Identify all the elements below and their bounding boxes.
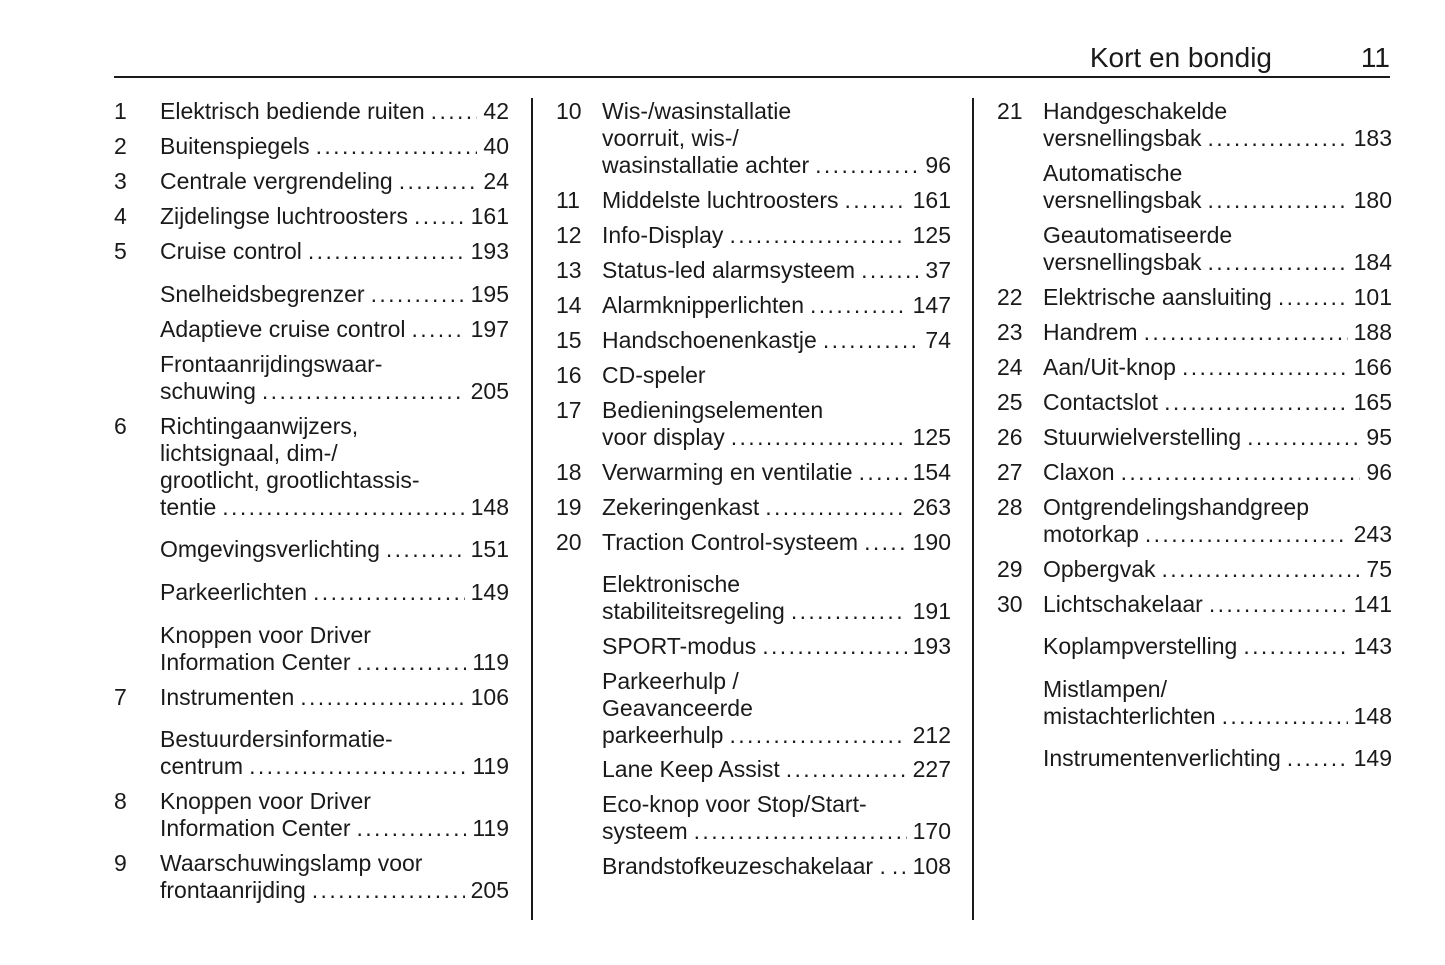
page-reference[interactable]: 95: [1366, 424, 1392, 450]
entry-number: 22: [997, 284, 1023, 310]
page-reference[interactable]: 125: [912, 424, 951, 450]
entry-text-line: Wis-/wasinstallatie: [602, 98, 792, 124]
page-reference[interactable]: 195: [470, 281, 509, 307]
entry-text-line: Verwarming en ventilatie: [602, 459, 853, 485]
entry-number: 24: [997, 354, 1023, 380]
entry-last-line: [602, 818, 951, 845]
entry-text-line: Parkeerlichten: [160, 579, 308, 605]
page-reference[interactable]: 108: [912, 853, 951, 879]
entry-body: [602, 292, 951, 319]
entry-number: 15: [556, 327, 582, 353]
entry-body: [160, 98, 509, 125]
page-reference[interactable]: 243: [1353, 521, 1392, 547]
entry-last-line: [1043, 319, 1392, 346]
dot-leader: [1144, 319, 1348, 346]
entry-body: [602, 98, 951, 179]
entry-last-line: [602, 222, 951, 249]
entry-last-line: [160, 815, 509, 842]
entry-number: 7: [114, 684, 127, 710]
dot-leader: [312, 877, 465, 904]
entry-text-line: Stuurwielverstelling: [1043, 424, 1242, 450]
page-reference[interactable]: 154: [912, 459, 951, 485]
entry-last-line: [160, 378, 509, 405]
page-title: Kort en bondig: [1089, 42, 1272, 73]
dot-leader: [1243, 633, 1347, 660]
entry-number: 23: [997, 319, 1023, 345]
index-column-1: [114, 98, 509, 918]
entry-last-line: [160, 579, 509, 606]
page-reference[interactable]: 205: [470, 378, 509, 404]
entry-last-line: [160, 133, 509, 160]
entry-number: 28: [997, 494, 1023, 520]
page-reference[interactable]: 190: [912, 529, 951, 555]
entry-number: 17: [556, 397, 582, 423]
entry-text-line: Elektrisch bediende ruiten: [160, 98, 425, 124]
entry-last-line: [160, 536, 509, 563]
entry-body: [602, 756, 951, 783]
entry-text-line: Zekeringenkast: [602, 494, 760, 520]
dot-leader: [249, 753, 466, 780]
entry-last-line: [1043, 745, 1392, 772]
entry-text-line: Bedieningselementen: [602, 397, 824, 423]
entry-last-line: [160, 98, 509, 125]
entry-body: [602, 362, 951, 389]
entry-body: [160, 316, 509, 343]
page-reference[interactable]: 119: [472, 753, 509, 779]
entry-last-line: [1043, 591, 1392, 618]
entry-body: [1043, 389, 1392, 416]
entry-number: 27: [997, 459, 1023, 485]
page-reference[interactable]: 106: [470, 684, 509, 710]
entry-body: [602, 459, 951, 486]
entry-text-line: versnellingsbak: [1043, 249, 1202, 275]
entry-text-line: Geavanceerde: [602, 695, 753, 721]
entry-text-line: Cruise control: [160, 238, 302, 264]
dot-leader: [892, 853, 907, 880]
page-reference[interactable]: 141: [1353, 591, 1392, 617]
entry-last-line: [602, 529, 951, 556]
entry-text-line: Parkeerhulp /: [602, 668, 739, 694]
dot-leader: [791, 598, 907, 625]
page-reference[interactable]: 147: [912, 292, 951, 318]
entry-body: [602, 853, 951, 880]
entry-text-line: systeem: [602, 818, 688, 844]
entry-body: [1043, 745, 1392, 772]
entry-body: [602, 791, 951, 845]
entry-body: [160, 203, 509, 230]
entry-text-line: schuwing: [160, 378, 256, 404]
dot-leader: [786, 756, 907, 783]
entry-number: 14: [556, 292, 582, 318]
page-reference[interactable]: 143: [1353, 633, 1392, 659]
dot-leader: [1145, 521, 1348, 548]
entry-text-line: wasinstallatie achter: [602, 152, 810, 178]
entry-body: [1043, 284, 1392, 311]
entry-text-line: Information Center: [160, 815, 351, 841]
page-reference[interactable]: 148: [1353, 703, 1392, 729]
entry-text-line: Traction Control-systeem: [602, 529, 859, 555]
entry-body: [602, 187, 951, 214]
page-reference[interactable]: 74: [925, 327, 951, 353]
entry-last-line: [1043, 424, 1392, 451]
page-reference[interactable]: 197: [470, 316, 509, 342]
entry-body: [160, 351, 509, 405]
dot-leader: [694, 818, 907, 845]
entry-text-line: Information Center: [160, 649, 351, 675]
entry-number: 6: [114, 413, 127, 439]
entry-body: [1043, 424, 1392, 451]
page-reference[interactable]: 149: [470, 579, 509, 605]
dot-leader: [1208, 125, 1348, 152]
entry-text-line: Contactslot: [1043, 389, 1159, 415]
entry-body: [602, 222, 951, 249]
entry-last-line: [602, 292, 951, 319]
entry-body: [602, 571, 951, 625]
entry-text-line: Knoppen voor Driver: [160, 622, 371, 648]
dot-leader: [845, 187, 907, 214]
page-reference[interactable]: 193: [912, 633, 951, 659]
index-column-3: [997, 98, 1392, 918]
entry-last-line: [160, 877, 509, 904]
page-reference[interactable]: 205: [470, 877, 509, 903]
dot-leader: [762, 633, 906, 660]
dot-leader: [864, 529, 907, 556]
entry-text-line: Lichtschakelaar: [1043, 591, 1203, 617]
entry-body: [1043, 459, 1392, 486]
entry-text-line: Opbergvak: [1043, 556, 1156, 582]
entry-text-line: Middelste luchtroosters: [602, 187, 839, 213]
entry-text-line: Centrale vergrendeling: [160, 168, 393, 194]
page-reference[interactable]: 165: [1353, 389, 1392, 415]
entry-text-line: Adaptieve cruise control: [160, 316, 406, 342]
entry-body: [1043, 160, 1392, 214]
entry-text-line: motorkap: [1043, 521, 1139, 547]
entry-last-line: [1043, 125, 1392, 152]
page-number: 11: [1360, 42, 1390, 73]
entry-body: [160, 536, 509, 563]
dot-leader: [1164, 389, 1348, 416]
entry-text-line: Handschoenenkastje: [602, 327, 817, 353]
entry-last-line: [160, 238, 509, 265]
entry-last-line: [602, 459, 951, 486]
dot-leader: [356, 649, 466, 676]
entry-body: [160, 726, 509, 780]
entry-number: 12: [556, 222, 582, 248]
page-header: [114, 40, 1390, 78]
entry-text-line: Snelheidsbegrenzer: [160, 281, 365, 307]
entry-body: [602, 668, 951, 749]
dot-leader: [1278, 284, 1348, 311]
entry-text-line: tentie: [160, 494, 217, 520]
entry-last-line: [602, 187, 951, 214]
entry-last-line: [160, 684, 509, 711]
dot-leader: [729, 722, 906, 749]
page-reference[interactable]: 101: [1353, 284, 1392, 310]
page-reference[interactable]: 148: [470, 494, 509, 520]
dot-leader: [729, 222, 906, 249]
entry-body: [160, 168, 509, 195]
entry-body: [1043, 354, 1392, 381]
entry-text-line: Instrumentenverlichting: [1043, 745, 1281, 771]
dot-leader: [262, 378, 465, 405]
page-reference[interactable]: 184: [1353, 249, 1392, 275]
entry-body: [1043, 222, 1392, 276]
entry-number: 1: [114, 98, 127, 124]
entry-number: 4: [114, 203, 127, 229]
entry-body: [160, 788, 509, 842]
entry-body: [160, 281, 509, 308]
page-reference[interactable]: 119: [472, 815, 509, 841]
entry-text-line: versnellingsbak: [1043, 187, 1202, 213]
entry-last-line: [602, 598, 951, 625]
page-reference[interactable]: 193: [470, 238, 509, 264]
entry-last-line: [1043, 521, 1392, 548]
index-column-2: [556, 98, 951, 918]
entry-text-line: Buitenspiegels: [160, 133, 310, 159]
entry-last-line: [602, 424, 951, 451]
entry-last-line: [602, 853, 951, 880]
page-reference[interactable]: 183: [1353, 125, 1392, 151]
page-reference[interactable]: 263: [912, 494, 951, 520]
page-reference[interactable]: 24: [483, 168, 509, 194]
entry-number: 10: [556, 98, 582, 124]
entry-text-line: Eco-knop voor Stop/Start-: [602, 791, 867, 817]
entry-text-line: Waarschuwingslamp voor: [160, 850, 423, 876]
entry-body: [160, 133, 509, 160]
entry-text-line: Frontaanrijdingswaar-: [160, 351, 383, 377]
dot-leader: [765, 494, 906, 521]
entry-text-line: Richtingaanwijzers,: [160, 413, 359, 439]
page-reference[interactable]: 180: [1353, 187, 1392, 213]
entry-number: 16: [556, 362, 582, 388]
dot-leader: [1287, 745, 1348, 772]
entry-last-line: [602, 756, 951, 783]
entry-body: [1043, 676, 1392, 730]
entry-text-line: Geautomatiseerde: [1043, 222, 1233, 248]
entry-last-line: [1043, 249, 1392, 276]
entry-number: 2: [114, 133, 127, 159]
entry-last-line: [1043, 354, 1392, 381]
entry-text-line: Ontgrendelingshandgreep: [1043, 494, 1309, 520]
entry-text-line: centrum: [160, 753, 244, 779]
entry-last-line: [1043, 187, 1392, 214]
dot-leader: [859, 459, 907, 486]
entry-text-line: SPORT-modus: [602, 633, 757, 659]
entry-text-line: Koplampverstelling: [1043, 633, 1238, 659]
entry-body: [602, 257, 951, 284]
dot-leader: [411, 316, 464, 343]
entry-text-line: CD-speler: [602, 362, 706, 388]
page-reference[interactable]: 96: [1366, 459, 1392, 485]
entry-text-line: Aan/Uit-knop: [1043, 354, 1176, 380]
entry-text-line: Info-Display: [602, 222, 724, 248]
dot-leader: [316, 133, 478, 160]
entry-last-line: [160, 649, 509, 676]
entry-text-line: versnellingsbak: [1043, 125, 1202, 151]
page-reference[interactable]: 96: [925, 152, 951, 178]
entry-body: [1043, 591, 1392, 618]
entry-last-line: [602, 722, 951, 749]
dot-leader: [1247, 424, 1360, 451]
page-reference[interactable]: 188: [1353, 319, 1392, 345]
dot-leader: [431, 98, 478, 125]
entry-last-line: [1043, 284, 1392, 311]
entry-number: 9: [114, 850, 127, 876]
entry-text-line: lichtsignaal, dim-/: [160, 440, 338, 466]
entry-number: 18: [556, 459, 582, 485]
entry-number: 3: [114, 168, 127, 194]
column-divider: [972, 98, 974, 920]
page-reference[interactable]: 191: [912, 598, 951, 624]
entry-number: 20: [556, 529, 582, 555]
entry-text-line: Elektrische aansluiting: [1043, 284, 1272, 310]
entry-text-line: Handgeschakelde: [1043, 98, 1228, 124]
entry-number: 8: [114, 788, 127, 814]
page-reference[interactable]: 170: [912, 818, 951, 844]
entry-last-line: [1043, 459, 1392, 486]
entry-last-line: [160, 494, 509, 521]
entry-text-line: mistachterlichten: [1043, 703, 1216, 729]
entry-body: [602, 327, 951, 354]
entry-body: [1043, 98, 1392, 152]
entry-number: 29: [997, 556, 1023, 582]
entry-body: [1043, 633, 1392, 660]
dot-leader: [414, 203, 465, 230]
entry-last-line: [602, 494, 951, 521]
entry-body: [602, 494, 951, 521]
entry-number: 21: [997, 98, 1023, 124]
entry-last-line: [160, 753, 509, 780]
entry-body: [160, 622, 509, 676]
dot-leader: [399, 168, 478, 195]
entry-last-line: [160, 316, 509, 343]
page-reference[interactable]: 161: [470, 203, 509, 229]
entry-last-line: [602, 362, 951, 389]
dot-leader: [731, 424, 907, 451]
page-reference[interactable]: 42: [483, 98, 509, 124]
entry-last-line: [160, 203, 509, 230]
entry-text-line: Claxon: [1043, 459, 1115, 485]
dot-leader: [1222, 703, 1348, 730]
dot-leader: [386, 536, 465, 563]
page-reference[interactable]: 212: [912, 722, 951, 748]
entry-body: [160, 413, 509, 521]
entry-number: 19: [556, 494, 582, 520]
entry-text-line: Lane Keep Assist: [602, 756, 780, 782]
entry-last-line: [602, 152, 951, 179]
entry-body: [602, 397, 951, 451]
dot-leader: [1209, 591, 1348, 618]
entry-text-line: parkeerhulp: [602, 722, 724, 748]
entry-text-line: Brandstofkeuzeschakelaar .: [602, 853, 886, 879]
page-reference[interactable]: 125: [912, 222, 951, 248]
dot-leader: [815, 152, 919, 179]
page-reference[interactable]: 149: [1353, 745, 1392, 771]
entry-body: [160, 850, 509, 904]
page-reference[interactable]: 37: [925, 257, 951, 283]
entry-text-line: frontaanrijding: [160, 877, 306, 903]
entry-text-line: Automatische: [1043, 160, 1183, 186]
entry-body: [602, 529, 951, 556]
entry-last-line: [1043, 633, 1392, 660]
page-reference[interactable]: 119: [472, 649, 509, 675]
entry-text-line: Elektronische: [602, 571, 741, 597]
dot-leader: [1208, 187, 1348, 214]
page-reference[interactable]: 161: [912, 187, 951, 213]
dot-leader: [1162, 556, 1361, 583]
entry-body: [1043, 319, 1392, 346]
entry-last-line: [160, 281, 509, 308]
entry-last-line: [1043, 389, 1392, 416]
entry-last-line: [1043, 556, 1392, 583]
entry-body: [1043, 556, 1392, 583]
page-reference[interactable]: 227: [912, 756, 951, 782]
entry-body: [602, 633, 951, 660]
entry-text-line: grootlicht, grootlichtassis-: [160, 467, 420, 493]
dot-leader: [810, 292, 907, 319]
entry-last-line: [1043, 703, 1392, 730]
entry-text-line: Instrumenten: [160, 684, 295, 710]
entry-text-line: Handrem: [1043, 319, 1138, 345]
dot-leader: [371, 281, 465, 308]
entry-last-line: [602, 257, 951, 284]
entry-body: [160, 238, 509, 265]
dot-leader: [308, 238, 465, 265]
entry-text-line: voorruit, wis-/: [602, 125, 739, 151]
entry-body: [1043, 494, 1392, 548]
entry-text-line: stabiliteitsregeling: [602, 598, 785, 624]
entry-text-line: Mistlampen/: [1043, 676, 1167, 702]
entry-text-line: Bestuurdersinformatie-: [160, 726, 393, 752]
dot-leader: [300, 684, 464, 711]
entry-text-line: Zijdelingse luchtroosters: [160, 203, 409, 229]
entry-body: [160, 579, 509, 606]
dot-leader: [861, 257, 919, 284]
entry-last-line: [602, 327, 951, 354]
dot-leader: [356, 815, 466, 842]
entry-text-line: Status-led alarmsysteem: [602, 257, 856, 283]
dot-leader: [1121, 459, 1361, 486]
column-divider: [531, 98, 533, 920]
page-reference[interactable]: 151: [470, 536, 509, 562]
entry-text-line: Alarmknipperlichten: [602, 292, 804, 318]
entry-last-line: [160, 168, 509, 195]
entry-body: [160, 684, 509, 711]
entry-number: 26: [997, 424, 1023, 450]
dot-leader: [1182, 354, 1348, 381]
page-reference[interactable]: 166: [1353, 354, 1392, 380]
entry-text-line: Omgevingsverlichting: [160, 536, 380, 562]
entry-number: 30: [997, 591, 1023, 617]
dot-leader: [313, 579, 465, 606]
page-reference[interactable]: 75: [1366, 556, 1392, 582]
entry-text-line: voor display: [602, 424, 725, 450]
entry-number: 25: [997, 389, 1023, 415]
entry-number: 5: [114, 238, 127, 264]
page-reference[interactable]: 40: [483, 133, 509, 159]
entry-number: 13: [556, 257, 582, 283]
entry-last-line: [602, 633, 951, 660]
dot-leader: [1208, 249, 1348, 276]
dot-leader: [222, 494, 464, 521]
dot-leader: [823, 327, 920, 354]
entry-number: 11: [556, 187, 580, 213]
entry-text-line: Knoppen voor Driver: [160, 788, 371, 814]
